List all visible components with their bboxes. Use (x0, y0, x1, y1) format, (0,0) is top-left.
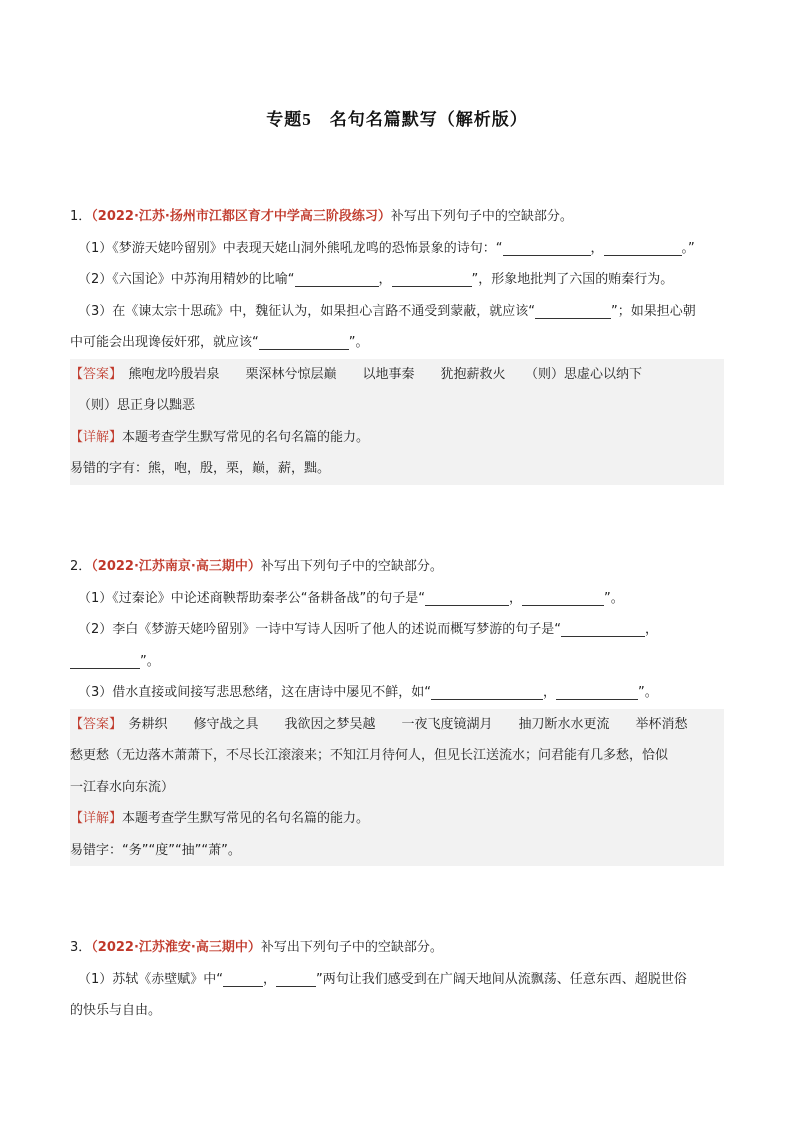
question-3 (70, 932, 724, 1027)
title-text: 名句名篇默写（解析版） (329, 110, 528, 130)
question-source: （2022·江苏·扬州市江都区育才中学高三阶段练习） (91, 209, 391, 224)
answer-blank (604, 241, 682, 256)
answer-tag: 【答案】 (70, 366, 116, 382)
answer-text: 熊咆龙吟殷岩泉 栗深林兮惊层巅 以地事秦 犹抱薪救火 （则）思虚心以纳下 (128, 366, 643, 382)
question-3-part-1 (70, 964, 724, 996)
question-1-part-1 (70, 233, 724, 265)
part-text: ”。 (638, 685, 658, 700)
question-source: （2022·江苏淮安·高三期中） (91, 940, 261, 955)
question-3-header (70, 932, 724, 964)
answer-text: 一江春水向东流） (70, 779, 175, 795)
answer-line (70, 359, 724, 391)
answer-line (70, 772, 724, 804)
part-text: ， (645, 622, 659, 637)
answer-blank (223, 972, 263, 987)
answer-blank (392, 272, 472, 287)
error-text: 易错的字有：熊，咆，殷，栗，巅，薪，黜。 (70, 461, 331, 476)
part-text: （3）在《谏太宗十思疏》中，魏征认为，如果担心言路不通受到蒙蔽，就应该“ (78, 303, 536, 319)
part-text: ”。 (348, 335, 369, 350)
answer-box (70, 359, 724, 485)
detail-line (70, 803, 724, 835)
detail-line (70, 422, 724, 454)
part-text: （1）苏轼《赤壁赋》中“ (78, 971, 224, 987)
answer-text: 务耕织 修守战之具 我欲因之梦吴越 一夜飞度镜湖月 抽刀断水水更流 举杯消愁 (128, 716, 688, 732)
answer-box (70, 709, 724, 867)
answer-blank (503, 241, 591, 256)
part-text: ， (263, 971, 277, 987)
question-stem: 补写出下列句子中的空缺部分。 (260, 559, 443, 574)
answer-blank (295, 272, 379, 287)
part-text: ”，形象地批判了六国的贿秦行为。 (471, 272, 674, 287)
question-2-header (70, 551, 724, 583)
part-text: ， (508, 590, 522, 606)
part-text: ， (378, 272, 392, 287)
answer-blank (431, 685, 543, 700)
part-text: ， (590, 240, 604, 256)
question-2 (70, 551, 724, 866)
answer-blank (425, 591, 509, 606)
answer-blank (556, 685, 638, 700)
answer-blank (522, 591, 604, 606)
error-text: 易错字：“务”“度”“抽”“萧”。 (70, 842, 241, 858)
answer-blank (259, 335, 349, 350)
error-line (70, 453, 724, 485)
question-1-part-3-cont (70, 327, 724, 359)
question-number: 2． (70, 559, 92, 574)
detail-text: 本题考查学生默写常见的名句名篇的能力。 (122, 811, 370, 826)
part-text: ”；如果担心朝 (611, 303, 696, 319)
part-text: （1）《过秦论》中论述商鞅帮助秦孝公“备耕备战”的句子是“ (78, 590, 425, 606)
answer-blank (276, 972, 316, 987)
question-3-part-1-cont (70, 995, 724, 1027)
question-number: 1． (70, 209, 92, 224)
part-text: 中可能会出现谗佞奸邪，就应该“ (70, 335, 259, 350)
question-2-part-3 (70, 677, 724, 709)
part-text: （2）李白《梦游天姥吟留别》一诗中写诗人因听了他人的述说而概写梦游的句子是“ (78, 622, 562, 637)
answer-line (70, 390, 724, 422)
detail-text: 本题考查学生默写常见的名句名篇的能力。 (122, 429, 370, 445)
question-2-part-2 (70, 614, 724, 646)
question-1-part-3 (70, 296, 724, 328)
answer-text: 愁更愁（无边落木萧萧下，不尽长江滚滚来；不知江月待何人，但见长江送流水；问君能有几多愁，恰似 (70, 748, 669, 763)
question-1-part-2 (70, 264, 724, 296)
title-number: 专题5 (266, 110, 312, 129)
part-text: 。” (681, 240, 695, 256)
answer-text: （则）思正身以黜恶 (78, 398, 196, 413)
part-text: ， (543, 685, 557, 700)
answer-line (70, 709, 724, 741)
question-stem: 补写出下列句子中的空缺部分。 (260, 940, 443, 955)
answer-line (70, 740, 724, 772)
answer-blank (535, 304, 611, 319)
answer-blank (70, 654, 140, 669)
detail-tag: 【详解】 (70, 429, 123, 445)
part-text: ”。 (604, 590, 624, 606)
question-stem: 补写出下列句子中的空缺部分。 (390, 209, 573, 224)
part-text: ”两句让我们感受到在广阔天地间从流飘荡、任意东西、超脱世俗 (316, 971, 687, 987)
question-1-header (70, 201, 724, 233)
error-line (70, 835, 724, 867)
answer-tag: 【答案】 (70, 716, 116, 732)
part-text: （1）《梦游天姥吟留别》中表现天姥山洞外熊吼龙鸣的恐怖景象的诗句：“ (78, 240, 503, 256)
part-text: ”。 (140, 653, 160, 669)
question-2-part-1 (70, 583, 724, 615)
part-text: （3）借水直接或间接写悲思愁绪，这在唐诗中屡见不鲜，如“ (78, 685, 432, 700)
part-text: 的快乐与自由。 (70, 1003, 162, 1018)
question-number: 3． (70, 940, 92, 955)
answer-blank (561, 622, 645, 637)
detail-tag: 【详解】 (70, 811, 123, 826)
question-1 (70, 201, 724, 485)
question-source: （2022·江苏南京·高三期中） (91, 559, 261, 574)
question-2-part-2-cont (70, 646, 724, 678)
page-title (0, 105, 794, 130)
part-text: （2）《六国论》中苏洵用精妙的比喻“ (78, 272, 295, 287)
